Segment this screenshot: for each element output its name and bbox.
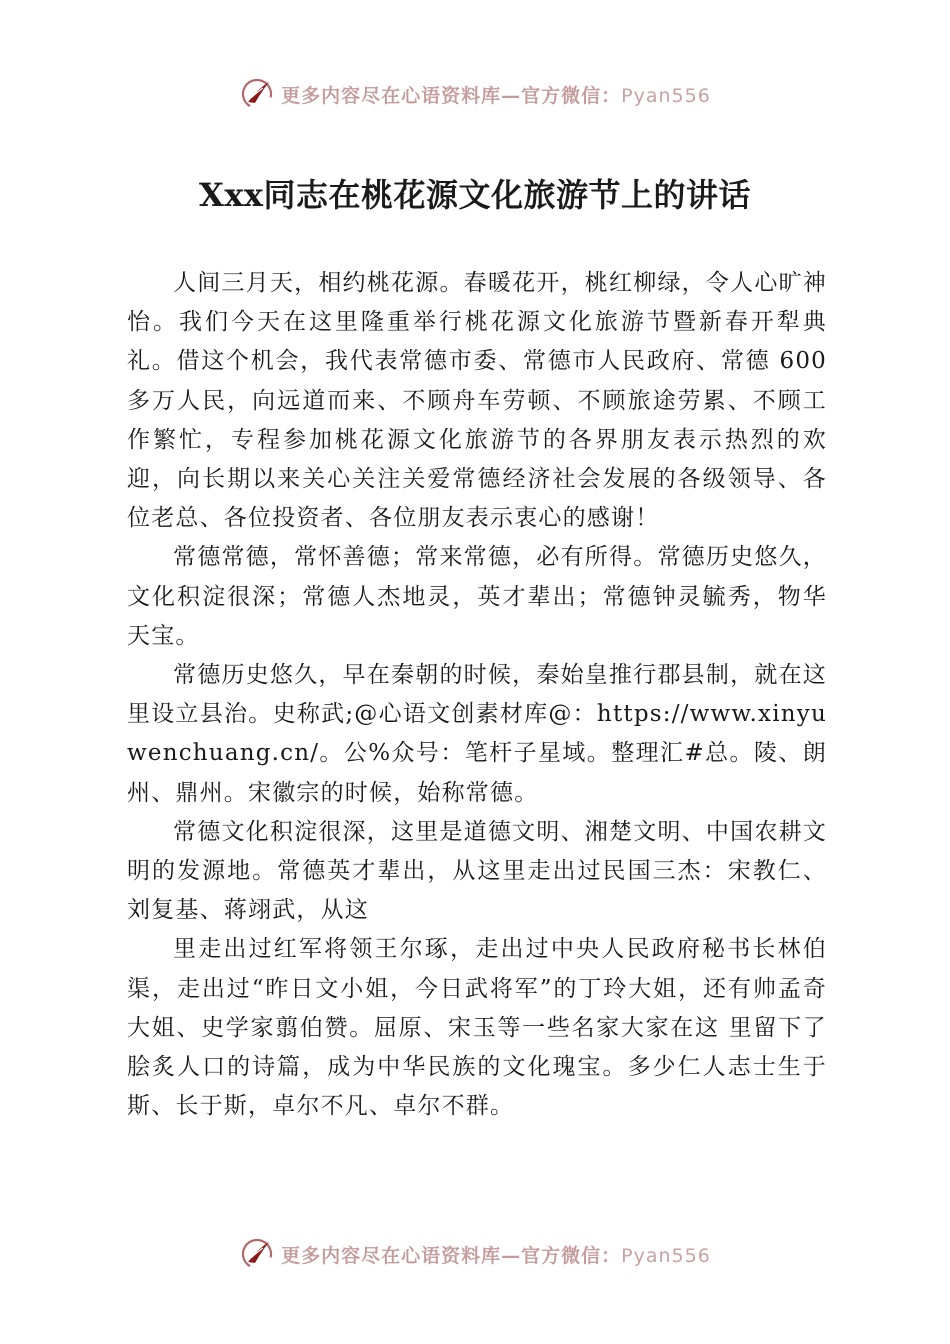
watermark-text: 更多内容尽在心语资料库—官方微信：Pyan556: [281, 84, 711, 107]
brand-logo-icon: [239, 76, 275, 112]
paragraph: 常德常德，常怀善德；常来常德，必有所得。常德历史悠久，文化积淀很深；常德人杰地灵，英才辈出；常德钟灵毓秀，物华天宝。: [127, 544, 827, 649]
paragraph: 常德文化积淀很深，这里是道德文明、湘楚文明、中国农耕文明的发源地。常德英才辈出，从这里走出过民国三杰：宋教仁、刘复基、蒋翊武，从这: [127, 818, 827, 924]
paragraph: 人间三月天，相约桃花源。春暖花开，桃红柳绿，令人心旷神怡。我们今天在这里隆重举行桃花源文化旅游节暨新春开犁典礼。借这个机会，我代表常德市委、常德市人民政府、常德 600 多万人民，向远道而来、不顾舟车劳顿、不顾旅途劳累、不顾工作繁忙，专程参加桃花源文化旅游节的各界朋友表示热烈的欢迎，向长期以来关心关注关爱常德经济社会发展的各级领导、各位老总、各位投资者、各位朋友表示衷心的感谢！: [127, 270, 827, 532]
watermark-text: 更多内容尽在心语资料库—官方微信：Pyan556: [281, 1244, 711, 1267]
header-watermark: [0, 72, 950, 116]
document-title: Xxx同志在桃花源文化旅游节上的讲话: [199, 176, 751, 214]
paragraph: 里走出过红军将领王尔琢，走出过中央人民政府秘书长林伯渠，走出过“昨日文小姐，今日武将军”的丁玲大姐，还有帅孟奇大姐、史学家翦伯赞。屈原、宋玉等一些名家大家在这 里留下了脍炙人口的诗篇，成为中华民族的文化瑰宝。多少仁人志士生于斯、长于斯，卓尔不凡、卓尔不群。: [127, 936, 827, 1120]
footer-watermark: [0, 1232, 950, 1276]
brand-logo-icon: [239, 1236, 275, 1272]
document-body: [127, 264, 827, 1126]
paragraph: 常德历史悠久，早在秦朝的时候，秦始皇推行郡县制，就在这里设立县治。史称武;@心语文创素材库@：https://www.xinyuwenchuang.cn/。公%众号：笔杆子星域。整理汇#总。陵、朗州、鼎州。宋徽宗的时候，始称常德。: [127, 662, 827, 806]
